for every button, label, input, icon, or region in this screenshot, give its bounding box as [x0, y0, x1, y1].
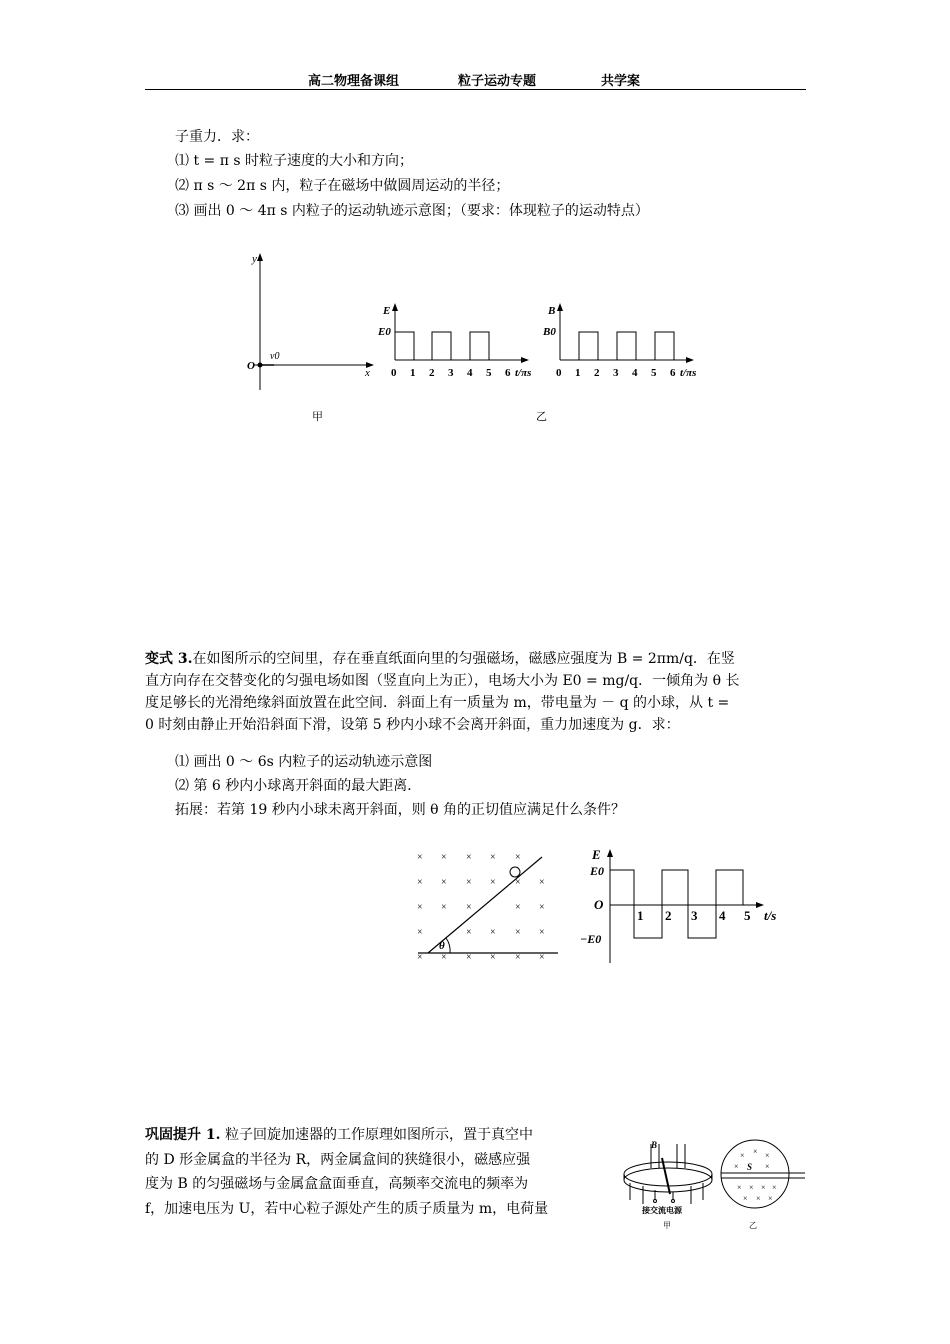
b0-label: B0 [543, 326, 556, 338]
variant-3-problem [145, 648, 807, 736]
figure-b-t-graph [540, 300, 715, 380]
tick-2: 2 [594, 367, 600, 379]
d-box-jia [624, 1144, 712, 1204]
e0-label: E0 [378, 326, 391, 338]
figure-cyclotron [615, 1138, 815, 1233]
svg-text:×: × [417, 902, 423, 913]
variant-3-line-3: 度足够长的光滑绝缘斜面放置在此空间．斜面上有一质量为 m，带电量为 － q 的小球，从 t = [145, 695, 730, 711]
tick-6: 6 [505, 367, 511, 379]
b-field-label: B [651, 1140, 658, 1150]
t-axis-label: t/s [764, 908, 777, 923]
tick-4: 4 [719, 908, 726, 923]
d-box-yi [721, 1140, 805, 1208]
question-3: ⑶ 画出 0 ～ 4π s 内粒子的运动轨迹示意图；（要求：体现粒子的运动特点） [175, 203, 649, 219]
e-axis-label: E [383, 305, 391, 317]
figure-jia-axes [240, 250, 380, 430]
tick-2: 2 [429, 367, 435, 379]
svg-text:×: × [441, 952, 447, 963]
consolidate-1-problem [145, 1123, 605, 1221]
svg-text:×: × [768, 1194, 773, 1203]
caption-yi: 乙 [536, 410, 547, 423]
svg-text:×: × [441, 902, 447, 913]
t-axis-label: t/πs [680, 367, 697, 379]
variant-3-question-1: ⑴ 画出 0 ～ 6s 内粒子的运动轨迹示意图 [175, 754, 433, 770]
tick-0: 0 [391, 367, 397, 379]
theta-label: θ [439, 940, 445, 952]
svg-text:×: × [466, 877, 472, 888]
header-group: 高二物理备课组 [308, 74, 400, 89]
svg-text:×: × [466, 902, 472, 913]
svg-text:×: × [772, 1183, 777, 1192]
consolidate-1-title: 巩固提升 1. [145, 1127, 221, 1143]
figure-e-t-graph [375, 300, 550, 380]
consolidate-1-line-4: f，加速电压为 U，若中心粒子源处产生的质子质量为 m，电荷量 [145, 1200, 549, 1217]
svg-text:×: × [515, 852, 521, 863]
svg-text:×: × [761, 1183, 766, 1192]
svg-text:×: × [539, 952, 545, 963]
tick-5: 5 [744, 908, 751, 923]
svg-text:×: × [515, 902, 521, 913]
x-axis-label: x [365, 367, 370, 379]
figure-incline-field [410, 845, 562, 965]
header-topic: 粒子运动专题 [458, 74, 537, 89]
svg-text:×: × [417, 852, 423, 863]
tick-3: 3 [448, 367, 454, 379]
tick-3: 3 [613, 367, 619, 379]
tick-4: 4 [467, 367, 473, 379]
tick-1: 1 [575, 367, 581, 379]
tick-6: 6 [670, 367, 676, 379]
svg-text:×: × [515, 927, 521, 938]
tick-5: 5 [486, 367, 492, 379]
question-1: ⑴ t = π s 时粒子速度的大小和方向； [175, 153, 413, 169]
b-axis-label: B [548, 305, 556, 317]
consolidate-1-line-3: 度为 B 的匀强磁场与金属盒盒面垂直，高频率交流电的频率为 [145, 1176, 529, 1192]
yi-cross-marks [734, 1147, 777, 1203]
e-t-ticks [391, 367, 511, 379]
v0-label: v0 [270, 351, 280, 362]
consolidate-1-line-1: 粒子回旋加速器的工作原理如图所示，置于真空中 [220, 1127, 533, 1143]
svg-text:×: × [753, 1147, 758, 1156]
tick-3: 3 [691, 908, 698, 923]
tick-1: 1 [410, 367, 416, 379]
svg-text:×: × [539, 877, 545, 888]
e-t-alt-ticks [637, 908, 751, 923]
svg-text:×: × [539, 902, 545, 913]
question-2: ⑵ π s ～ 2π s 内，粒子在磁场中做圆周运动的半径； [175, 178, 510, 194]
svg-text:×: × [743, 1194, 748, 1203]
svg-text:×: × [417, 927, 423, 938]
consolidate-1-line-2: 的 D 形金属盒的半径为 R，两金属盒间的狭缝很小，磁感应强 [145, 1151, 531, 1168]
svg-text:×: × [417, 877, 423, 888]
svg-text:×: × [466, 852, 472, 863]
tick-5: 5 [651, 367, 657, 379]
svg-text:×: × [515, 877, 521, 888]
b-t-ticks [556, 367, 676, 379]
svg-text:×: × [466, 927, 472, 938]
variant-3-extension: 拓展：若第 19 秒内小球未离开斜面，则 θ 角的正切值应满足什么条件？ [175, 802, 626, 818]
svg-text:×: × [740, 1151, 745, 1160]
svg-text:×: × [490, 852, 496, 863]
svg-text:×: × [734, 1162, 739, 1171]
variant-3-line-1: 在如图所示的空间里，存在垂直纸面向里的匀强磁场，磁感应强度为 B = 2πm/q．在竖 [192, 651, 735, 667]
svg-text:×: × [441, 877, 447, 888]
variant-3-question-2: ⑵ 第 6 秒内小球离开斜面的最大距离． [175, 778, 422, 794]
power-source-label: 接交流电源 [642, 1206, 682, 1215]
svg-text:×: × [737, 1183, 742, 1192]
tick-2: 2 [665, 908, 672, 923]
svg-text:×: × [490, 952, 496, 963]
e-axis-label: E [592, 847, 601, 862]
tick-1: 1 [637, 908, 644, 923]
e0-label: E0 [590, 864, 605, 878]
svg-text:×: × [765, 1162, 770, 1171]
tick-4: 4 [632, 367, 638, 379]
svg-text:×: × [756, 1194, 761, 1203]
caption-yi: 乙 [749, 1221, 757, 1230]
source-s-label: S [747, 1162, 753, 1172]
variant-3-line-2: 直方向存在交替变化的匀强电场如图（竖直向上为正），电场大小为 E0 = mg/q．一倾角为 θ 长 [145, 673, 740, 689]
svg-text:×: × [749, 1183, 754, 1192]
svg-text:×: × [515, 952, 521, 963]
origin-label: O [247, 360, 255, 372]
svg-text:×: × [441, 852, 447, 863]
caption-jia: 甲 [663, 1221, 671, 1230]
problem-continuation: 子重力．求： [175, 129, 259, 145]
variant-3-title: 变式 3. [145, 651, 193, 667]
svg-text:×: × [490, 877, 496, 888]
svg-text:×: × [417, 952, 423, 963]
caption-jia: 甲 [312, 411, 323, 423]
tick-0: 0 [556, 367, 562, 379]
svg-text:×: × [466, 952, 472, 963]
page-header [145, 70, 806, 90]
svg-text:×: × [765, 1151, 770, 1160]
t-axis-label: t/πs [515, 367, 532, 379]
neg-e0-label: −E0 [580, 932, 602, 946]
variant-3-line-4: 0 时刻由静止开始沿斜面下滑，设第 5 秒内小球不会离开斜面，重力加速度为 g．求： [145, 717, 680, 733]
header-type: 共学案 [601, 74, 641, 89]
svg-text:×: × [490, 927, 496, 938]
svg-text:×: × [539, 927, 545, 938]
figure-e-t-alternating [578, 845, 793, 967]
origin-label: O [594, 897, 604, 912]
y-axis-label: y [252, 253, 257, 265]
